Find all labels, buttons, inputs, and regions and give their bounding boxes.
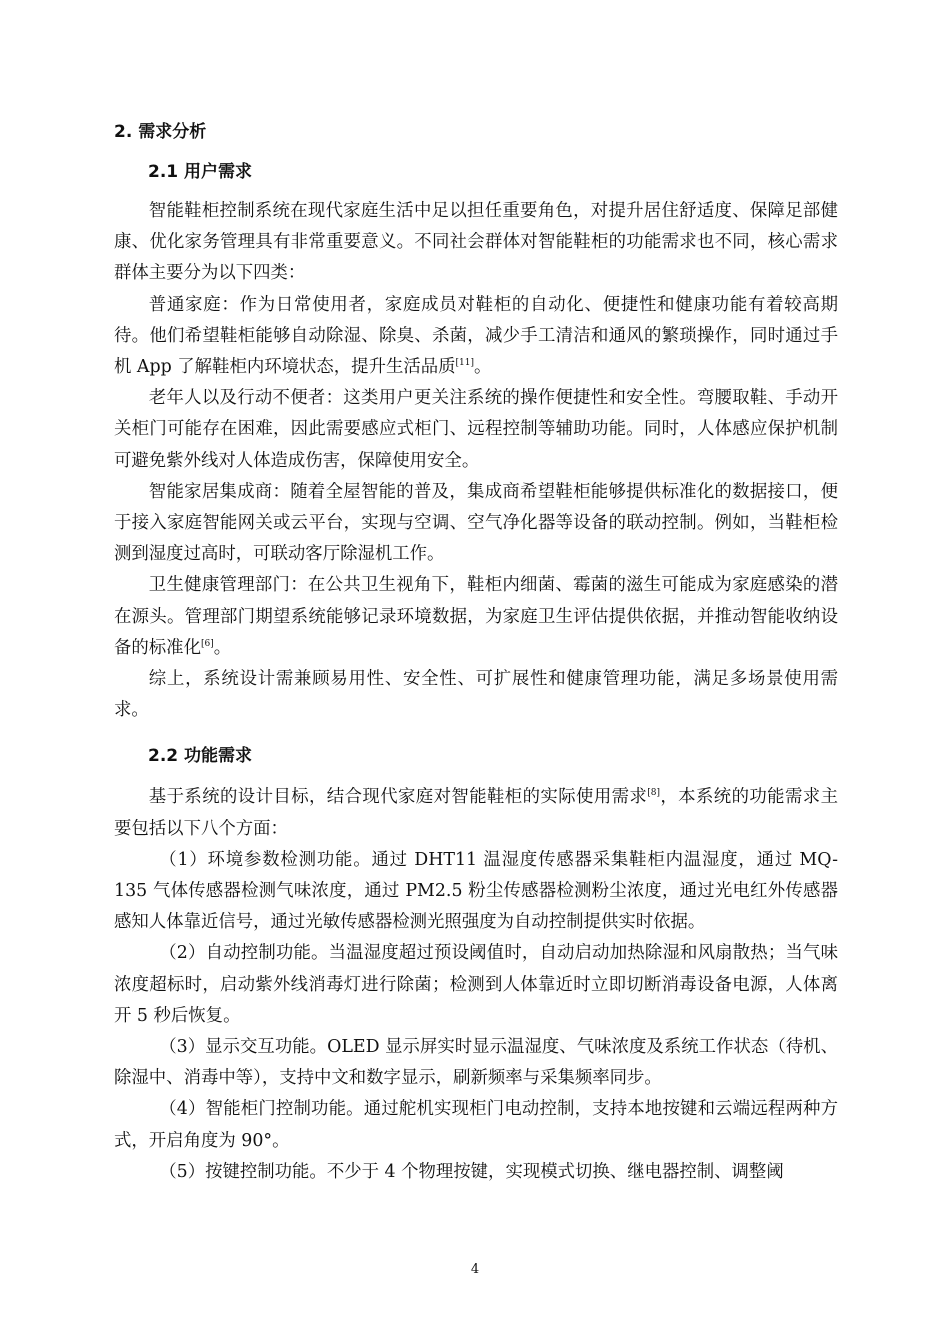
citation[interactable]: [6] bbox=[200, 638, 214, 649]
subsection-heading-user-needs: 2.1 用户需求 bbox=[148, 162, 253, 182]
paragraph: 基于系统的设计目标，结合现代家庭对智能鞋柜的实际使用需求[8]，本系统的功能需求主要包括以下八个方面： bbox=[114, 787, 838, 839]
paragraph: 卫生健康管理部门：在公共卫生视角下，鞋柜内细菌、霉菌的滋生可能成为家庭感染的潜在源头。管理部门期望系统能够记录环境数据，为家庭卫生评估提供依据，并推动智能收纳设备的标准化[6]。 bbox=[114, 575, 838, 658]
list-item: （4）智能柜门控制功能。通过舵机实现柜门电动控制，支持本地按键和云端远程两种方式，开启角度为 90°。 bbox=[114, 1099, 838, 1151]
paragraph: 老年人以及行动不便者：这类用户更关注系统的操作便捷性和安全性。弯腰取鞋、手动开关柜门可能存在困难，因此需要感应式柜门、远程控制等辅助功能。同时，人体感应保护机制可避免紫外线对人体造成伤害，保障使用安全。 bbox=[114, 388, 838, 471]
list-item: （5）按键控制功能。不少于 4 个物理按键，实现模式切换、继电器控制、调整阈 bbox=[159, 1161, 784, 1182]
paragraph: 智能鞋柜控制系统在现代家庭生活中足以担任重要角色，对提升居住舒适度、保障足部健康、优化家务管理具有非常重要意义。不同社会群体对智能鞋柜的功能需求也不同，核心需求群体主要分为以下四类： bbox=[114, 201, 838, 284]
section-heading: 2. 需求分析 bbox=[114, 122, 207, 142]
paragraph: 综上，系统设计需兼顾易用性、安全性、可扩展性和健康管理功能，满足多场景使用需求。 bbox=[114, 669, 838, 721]
list-item: （2）自动控制功能。当温湿度超过预设阈值时，自动启动加热除湿和风扇散热；当气味浓度超标时，启动紫外线消毒灯进行除菌；检测到人体靠近时立即切断消毒设备电源，人体离开 5 秒后恢复。 bbox=[114, 943, 838, 1026]
subsection-heading-function-needs: 2.2 功能需求 bbox=[148, 746, 253, 767]
paragraph: 智能家居集成商：随着全屋智能的普及，集成商希望鞋柜能够提供标准化的数据接口，便于接入家庭智能网关或云平台，实现与空调、空气净化器等设备的联动控制。例如，当鞋柜检测到湿度过高时，可联动客厅除湿机工作。 bbox=[114, 481, 838, 565]
page-content bbox=[114, 116, 838, 1188]
citation[interactable]: [11] bbox=[455, 358, 475, 369]
page-number: 4 bbox=[470, 1262, 480, 1277]
citation[interactable]: [8] bbox=[647, 788, 660, 799]
list-item: （1）环境参数检测功能。通过 DHT11 温湿度传感器采集鞋柜内温湿度，通过 MQ-135 气体传感器检测气味浓度，通过 PM2.5 粉尘传感器检测粉尘浓度，通过光电红外传感器感知人体靠近信号，通过光敏传感器检测光照强度为自动控制提供实时依据。 bbox=[114, 849, 838, 933]
paragraph: 普通家庭：作为日常使用者，家庭成员对鞋柜的自动化、便捷性和健康功能有着较高期待。他们希望鞋柜能够自动除湿、除臭、杀菌，减少手工清洁和通风的繁琐操作，同时通过手机 App 了解鞋柜内环境状态，提升生活品质[11]。 bbox=[114, 294, 838, 378]
list-item: （3）显示交互功能。OLED 显示屏实时显示温湿度、气味浓度及系统工作状态（待机、除湿中、消毒中等），支持中文和数字显示，刷新频率与采集频率同步。 bbox=[114, 1037, 838, 1089]
